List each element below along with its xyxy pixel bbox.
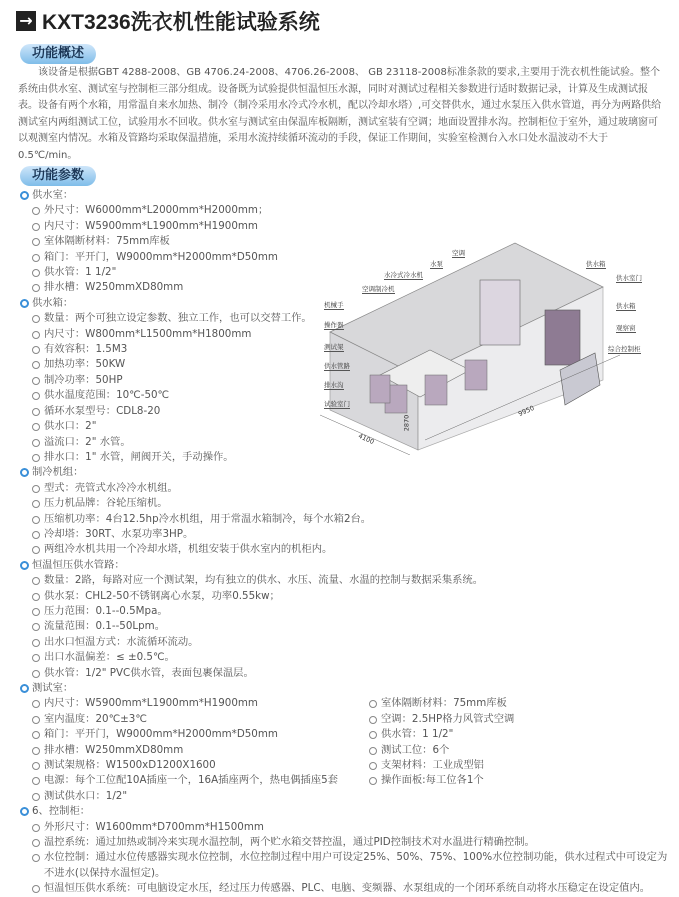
spacer [369, 789, 670, 804]
list-item: 排水槽：W250mmXD80mm [20, 280, 670, 295]
list-item: 空调：2.5HP格力风管式空调 [369, 712, 670, 727]
list-item: 加热功率：50KW [20, 357, 670, 372]
diagram-label: 观察窗 [616, 324, 636, 332]
list-item: 操作面板:每工位各1个 [369, 773, 670, 788]
content [0, 44, 679, 897]
page-title [16, 6, 320, 36]
list-item: 室体隔断材料：75mm库板 [20, 234, 670, 249]
section-title-text: 测试室： [32, 682, 74, 694]
section-title [20, 558, 670, 573]
list-item: 箱门：平开门，W9000mm*H2000mm*D50mm [20, 727, 369, 742]
list-item: 冷却塔：30RT、水泵功率3HP。 [20, 527, 670, 542]
diagram-label: 水冷式冷水机 [384, 271, 423, 279]
diagram-label: 试验室门 [324, 400, 350, 408]
list-item: 溢流口：2" 水管。 [20, 435, 670, 450]
list-item: 供水泵：CHL2-50不锈钢离心水泵，功率0.55kw； [20, 589, 670, 604]
list-item: 支架材料：工业成型铝 [369, 758, 670, 773]
section-title-text: 6、控制柜： [32, 805, 91, 818]
section-title [20, 804, 670, 819]
list-item: 测试架规格：W1500xD1200X1600 [20, 758, 369, 773]
section-title [20, 681, 670, 696]
diagram-label: 排水沟 [324, 381, 344, 389]
list-item: 制冷功率：50HP [20, 373, 670, 388]
list-item: 型式：壳管式水冷冷水机组。 [20, 481, 670, 496]
list-item: 压力范围：0.1--0.5Mpa。 [20, 604, 670, 619]
list-item: 温控系统：通过加热或制冷来实现水温控制，两个贮水箱交替控温，通过PID控制技术对水温进行精确控制。 [20, 835, 670, 850]
section-title [20, 465, 670, 480]
bullet-icon [20, 299, 29, 308]
section-title-text: 恒温恒压供水管路： [32, 558, 125, 571]
title-text: KXT3236洗衣机性能试验系统 [42, 11, 320, 34]
list-item: 供水管：1 1/2" [369, 727, 670, 742]
list-item: 有效容积：1.5M3 [20, 342, 670, 357]
list-item: 外形尺寸：W1600mm*D700mm*H1500mm [20, 820, 670, 835]
list-item: 供水管：1 1/2" [20, 265, 670, 280]
overview-heading: 功能概述 [20, 44, 96, 64]
list-item: 室体隔断材料：75mm库板 [369, 696, 670, 711]
system-layout-diagram [290, 235, 650, 455]
list-item: 室内温度：20℃±3℃ [20, 712, 369, 727]
list-item: 压缩机功率：4台12.5hp冷水机组，用于常温水箱制冷，每个水箱2台。 [20, 512, 670, 527]
two-column-list [20, 696, 670, 804]
dimension-label: 9950 [517, 403, 536, 419]
diagram-label: 操作器 [324, 321, 344, 329]
diagram-label: 机械手 [324, 301, 344, 309]
list-item: 测试供水口：1/2" [20, 789, 369, 804]
diagram-label: 水泵 [430, 260, 443, 268]
list-item: 排水槽：W250mmXD80mm [20, 743, 369, 758]
list-item: 排水口：1" 水管，闸阀开关，手动操作。 [20, 450, 670, 465]
list-item: 恒温恒压供水系统：可电脑设定水压，经过压力传感器、PLC、电脑、变频器、水泵组成的一个闭环系统自动将水压稳定在设定值内。 [20, 881, 670, 896]
list-item: 内尺寸：W800mm*L1500mm*H1800mm [20, 327, 670, 342]
list-item: 箱门：平开门，W9000mm*H2000mm*D50mm [20, 250, 670, 265]
diagram-label: 综合控制柜 [608, 345, 641, 353]
list-item: 内尺寸：W5900mm*L1900mm*H1900mm [20, 219, 670, 234]
list-item: 水位控制：通过水位传感器实现水位控制，水位控制过程中用户可设定25%、50%、75%、100%水位控制功能，供水过程式中可设定为不进水(以保持水温恒定)。 [20, 850, 670, 881]
dimension-label: 4100 [357, 431, 376, 447]
list-item: 数量：2路，每路对应一个测试架，均有独立的供水、水压、流量、水温的控制与数据采集系统。 [20, 573, 670, 588]
section-title-text: 供水箱： [32, 296, 74, 309]
list-item: 供水温度范围：10℃-50℃ [20, 388, 670, 403]
diagram-label: 空调制冷机 [362, 285, 395, 293]
diagram-label: 空调 [452, 249, 465, 257]
overview-text: 该设备是根据GBT 4288-2008、GB 4706.24-2008、4706.26-2008、 GB 23118-2008标准条款的要求,主要用于洗衣机性能试验。整个系统由供水室、测试室与控制柜三部分组成。设备既为试验提供恒温恒压水源，同时对测试过程相关参数进行适时数据记录，计算及生成测试报表。设备有两个水箱，用常温自来水加热、制冷（制冷采用水冷式冷水机，配以冷却水塔）,可交替供水，通过水泵压入供水管道，再分为两路供给测试室内两组测试工位，试验用水不回收。供水室与测试室由保温库板隔断，测试室装有空调；地面设置排水沟。控制柜位于室外，通过玻璃窗可以观测室内情况。水箱及管路均采取保温措施，采用水流持续循环流动的手段，保证工作期间，实验室检测台入水口处水温波动不大于0.5℃/min。 [18, 67, 662, 161]
list-item: 外尺寸：W6000mm*L2000mm*H2000mm； [20, 203, 670, 218]
list-item: 循环水泵型号：CDL8-20 [20, 404, 670, 419]
bullet-icon [20, 807, 29, 816]
list-item: 两组冷水机共用一个冷却水塔，机组安装于供水室内的机柜内。 [20, 542, 670, 557]
bullet-icon [20, 684, 29, 693]
diagram-label: 测试架 [324, 343, 344, 351]
section-title-text: 供水室： [32, 189, 74, 201]
list-item: 压力机品牌：谷轮压缩机。 [20, 496, 670, 511]
bullet-icon [20, 191, 29, 200]
diagram-label: 供水箱 [616, 302, 636, 310]
bullet-icon [20, 561, 29, 570]
list-item: 电源：每个工位配10A插座一个，16A插座两个，热电偶插座5套 [20, 773, 369, 788]
diagram-label: 供水室门 [616, 274, 642, 282]
list-item: 流量范围：0.1--50Lpm。 [20, 619, 670, 634]
dimension-label: 2870 [402, 414, 411, 432]
list-item: 测试工位：6个 [369, 743, 670, 758]
arrow-right-icon: → [16, 11, 36, 31]
bullet-icon [20, 468, 29, 477]
list-item: 出水口恒温方式：水流循环流动。 [20, 635, 670, 650]
list-item: 内尺寸：W5900mm*L1900mm*H1900mm [20, 696, 369, 711]
list-item: 出口水温偏差：≤ ±0.5℃。 [20, 650, 670, 665]
params-heading: 功能参数 [20, 166, 96, 186]
section-title [20, 188, 670, 203]
diagram-label: 供水管路 [324, 362, 350, 370]
list-item: 数量：两个可独立设定参数、独立工作，也可以交替工作。 [20, 311, 670, 326]
section-title-text: 制冷机组： [32, 466, 84, 479]
diagram-label: 供水箱 [586, 260, 606, 268]
list-item: 供水管：1/2" PVC供水管，表面包裹保温层。 [20, 666, 670, 681]
list-item: 供水口：2" [20, 419, 670, 434]
